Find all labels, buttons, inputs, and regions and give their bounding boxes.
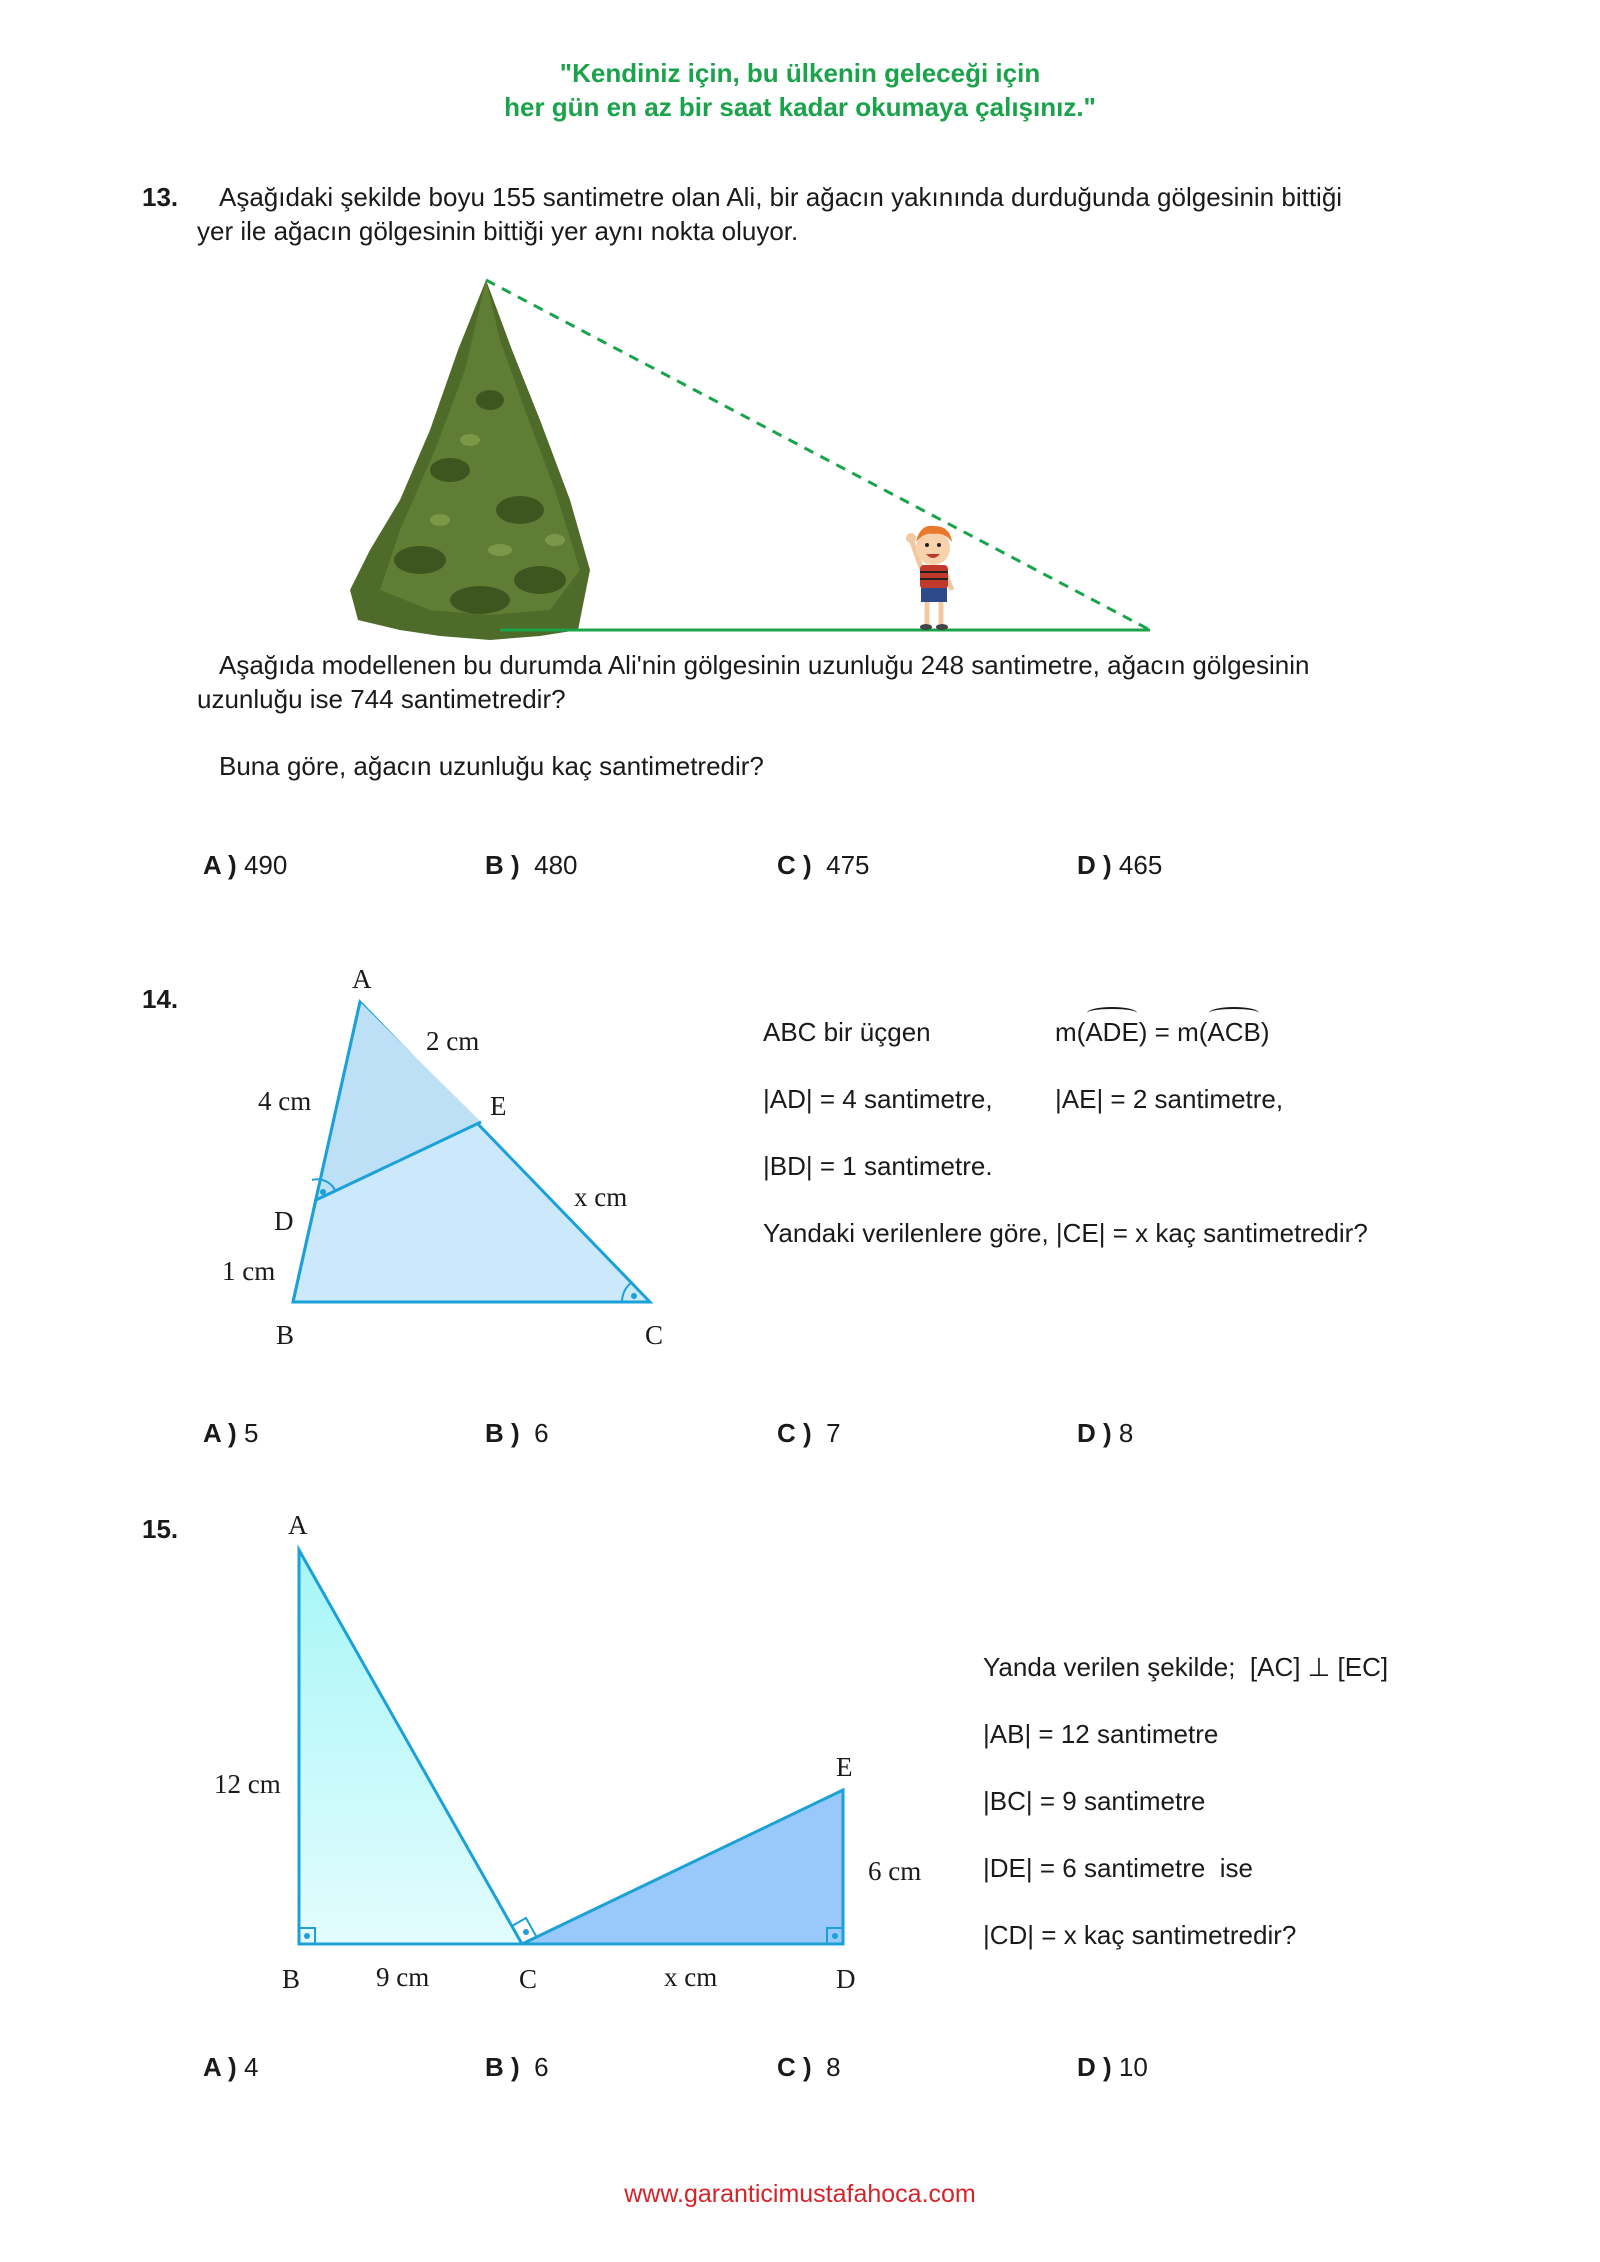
two-triangles-figure bbox=[200, 1500, 940, 2000]
angle-middle: ) = m( bbox=[1138, 1017, 1208, 1047]
option-letter: A ) bbox=[203, 850, 237, 880]
option-letter: D ) bbox=[1077, 1418, 1112, 1448]
angle-ade: ADE bbox=[1085, 1017, 1139, 1047]
label-ad-length: 4 cm bbox=[258, 1086, 312, 1116]
q15-info-line-1: Yanda verilen şekilde; [AC] ⊥ [EC] bbox=[983, 1652, 1389, 1682]
option-value: 8 bbox=[1118, 1418, 1134, 1448]
q14-option-b[interactable] bbox=[485, 1416, 549, 1450]
vertex-label-b: B bbox=[276, 1320, 295, 1350]
q14-info-line-1: ABC bir üçgen bbox=[763, 1017, 931, 1047]
option-value: 6 bbox=[534, 1418, 549, 1448]
q15-info-line-3: |BC| = 9 santimetre bbox=[983, 1786, 1206, 1816]
q14-info-line-2a: |AD| = 4 santimetre, bbox=[763, 1084, 993, 1114]
angle-suffix: ) bbox=[1260, 1017, 1270, 1047]
option-letter: A ) bbox=[203, 2052, 237, 2082]
q13-option-d[interactable] bbox=[1077, 848, 1162, 882]
option-value: 6 bbox=[534, 2052, 549, 2082]
vertex-label-d: D bbox=[274, 1206, 294, 1236]
question-13-text-line-3: Aşağıda modellenen bu durumda Ali'nin gölgesinin uzunluğu 248 santimetre, ağacın gölgesinin bbox=[219, 650, 1310, 680]
option-value: 4 bbox=[243, 2052, 259, 2082]
tree-shadow-figure bbox=[340, 270, 1170, 650]
q15-option-c[interactable] bbox=[777, 2050, 841, 2084]
question-14-number: 14. bbox=[142, 984, 179, 1014]
option-letter: D ) bbox=[1077, 850, 1112, 880]
q14-info-line-4: Yandaki verilenlere göre, |CE| = x kaç santimetredir? bbox=[763, 1218, 1368, 1248]
q15-info-line-5: |CD| = x kaç santimetredir? bbox=[983, 1920, 1297, 1950]
vertex-label-c: C bbox=[519, 1964, 538, 1994]
q15-option-b[interactable] bbox=[485, 2050, 549, 2084]
label-de-length: 6 cm bbox=[868, 1856, 922, 1886]
question-15-number: 15. bbox=[142, 1514, 179, 1544]
question-13-question: Buna göre, ağacın uzunluğu kaç santimetredir? bbox=[219, 751, 764, 781]
option-letter: B ) bbox=[485, 2052, 520, 2082]
q15-option-d[interactable] bbox=[1077, 2050, 1148, 2084]
option-letter: B ) bbox=[485, 850, 520, 880]
q14-option-c[interactable] bbox=[777, 1416, 841, 1450]
triangle-abc bbox=[299, 1550, 522, 1944]
question-13-text-line-2: yer ile ağacın gölgesinin bittiği yer aynı nokta oluyor. bbox=[197, 216, 799, 246]
option-letter: A ) bbox=[203, 1418, 237, 1448]
triangle-abc-figure bbox=[200, 960, 700, 1360]
option-value: 5 bbox=[243, 1418, 259, 1448]
q14-angle-equation bbox=[1055, 1015, 1270, 1049]
q14-info-line-3: |BD| = 1 santimetre. bbox=[763, 1151, 993, 1181]
option-letter: C ) bbox=[777, 850, 812, 880]
q14-info-line-2b: |AE| = 2 santimetre, bbox=[1055, 1084, 1284, 1114]
option-letter: D ) bbox=[1077, 2052, 1112, 2082]
label-cd-length: x cm bbox=[664, 1962, 718, 1992]
label-ec-length: x cm bbox=[574, 1182, 628, 1212]
q14-option-d[interactable] bbox=[1077, 1416, 1133, 1450]
option-value: 480 bbox=[534, 850, 578, 880]
option-value: 490 bbox=[243, 850, 288, 880]
q13-option-a[interactable] bbox=[203, 848, 287, 882]
option-letter: B ) bbox=[485, 1418, 520, 1448]
angle-acb: ACB bbox=[1207, 1017, 1261, 1047]
vertex-label-e: E bbox=[836, 1752, 853, 1782]
motto-line-1: "Kendiniz için, bu ülkenin geleceği için bbox=[559, 58, 1041, 88]
angle-prefix: m( bbox=[1055, 1017, 1086, 1047]
option-value: 10 bbox=[1118, 2052, 1148, 2082]
label-ab-length: 12 cm bbox=[214, 1769, 281, 1799]
boy-ali-illustration bbox=[906, 526, 952, 630]
triangle-cde bbox=[522, 1790, 843, 1944]
q15-info-line-4: |DE| = 6 santimetre ise bbox=[983, 1853, 1254, 1883]
label-ae-length: 2 cm bbox=[426, 1026, 480, 1056]
vertex-label-c: C bbox=[645, 1320, 664, 1350]
motto-line-2: her gün en az bir saat kadar okumaya çalışınız." bbox=[504, 92, 1096, 122]
label-bc-length: 9 cm bbox=[376, 1962, 430, 1992]
question-13-text-line-4: uzunluğu ise 744 santimetredir? bbox=[197, 684, 566, 714]
vertex-label-e: E bbox=[490, 1091, 507, 1121]
vertex-label-a: A bbox=[352, 964, 372, 994]
vertex-label-d: D bbox=[836, 1964, 856, 1994]
option-value: 475 bbox=[826, 850, 870, 880]
option-letter: C ) bbox=[777, 1418, 812, 1448]
option-letter: C ) bbox=[777, 2052, 812, 2082]
option-value: 465 bbox=[1118, 850, 1163, 880]
footer-url-link[interactable]: www.garanticimustafahoca.com bbox=[624, 2180, 976, 2208]
q13-option-b[interactable] bbox=[485, 848, 578, 882]
vertex-label-a: A bbox=[288, 1510, 308, 1540]
option-value: 7 bbox=[826, 1418, 841, 1448]
option-value: 8 bbox=[826, 2052, 841, 2082]
q14-option-a[interactable] bbox=[203, 1416, 258, 1450]
vertex-label-b: B bbox=[282, 1964, 301, 1994]
question-13-number: 13. bbox=[142, 182, 179, 212]
q13-option-c[interactable] bbox=[777, 848, 870, 882]
tree-illustration bbox=[350, 280, 590, 640]
q15-info-line-2: |AB| = 12 santimetre bbox=[983, 1719, 1219, 1749]
q15-option-a[interactable] bbox=[203, 2050, 258, 2084]
question-13-text-line-1: Aşağıdaki şekilde boyu 155 santimetre olan Ali, bir ağacın yakınında durduğunda gölgesinin bittiği bbox=[219, 182, 1343, 212]
label-db-length: 1 cm bbox=[222, 1256, 276, 1286]
